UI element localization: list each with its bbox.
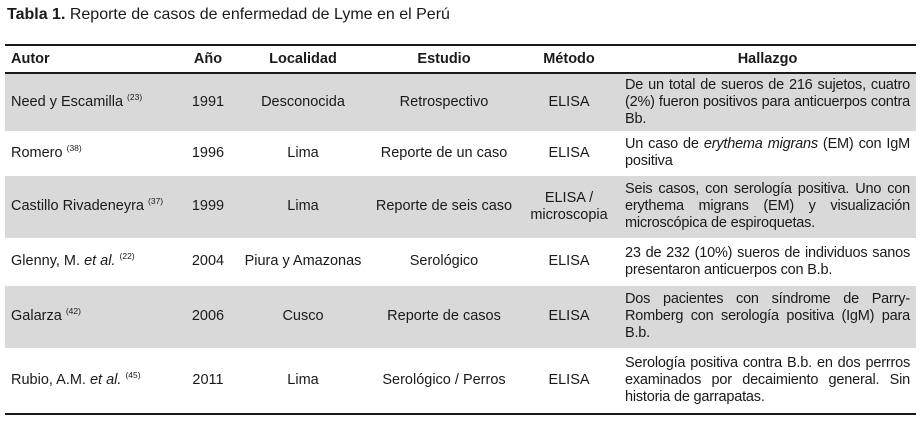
caption-text: Reporte de casos de enfermedad de Lyme en el Perú bbox=[65, 6, 450, 23]
table-row bbox=[5, 285, 916, 348]
autor-name: Glenny, M. bbox=[11, 253, 85, 269]
autor-name: Rubio, A.M. bbox=[11, 372, 90, 389]
cell-autor bbox=[5, 348, 179, 414]
autor-name: Need y Escamilla bbox=[11, 93, 124, 110]
autor-italic: et al. bbox=[84, 253, 116, 269]
hallazgo-text: Un caso de bbox=[625, 136, 704, 152]
cell-localidad: Desconocida bbox=[261, 93, 345, 110]
cell-hallazgo bbox=[619, 73, 916, 131]
cell-localidad: Lima bbox=[287, 144, 319, 161]
cell-metodo: ELISA bbox=[548, 308, 590, 324]
hallazgo-text-end: (EM) con IgM positiva bbox=[625, 136, 910, 169]
header-hallazgo: Hallazgo bbox=[737, 51, 798, 67]
cell-anio: 2004 bbox=[191, 253, 225, 269]
table-row bbox=[5, 238, 916, 285]
cell-localidad: Lima bbox=[287, 198, 319, 214]
cell-estudio: Retrospectivo bbox=[399, 93, 489, 110]
cell-autor bbox=[5, 238, 179, 285]
table-row bbox=[5, 348, 916, 414]
hallazgo-text: 23 de 232 (10%) sueros de individuos sanos presentaron anticuerpos con B.b. bbox=[625, 244, 910, 278]
cell-anio: 1991 bbox=[191, 93, 225, 110]
header-localidad: Localidad bbox=[269, 51, 337, 67]
cell-autor bbox=[5, 131, 179, 175]
cell-metodo: ELISA bbox=[548, 253, 590, 269]
hallazgo-text: De un total de sueros de 216 sujetos, cuatro (2%) fueron positivos para anticuerpos contra Bb. bbox=[625, 76, 910, 127]
header-row bbox=[5, 45, 916, 73]
hallazgo-italic: erythema migrans bbox=[703, 136, 818, 152]
cell-localidad: Lima bbox=[287, 372, 319, 389]
cell-anio: 2011 bbox=[192, 372, 224, 389]
reference-number: (38) bbox=[66, 142, 82, 153]
cell-metodo: ELISA bbox=[548, 372, 590, 389]
cell-localidad: Cusco bbox=[282, 308, 324, 324]
autor-name: Castillo Rivadeneyra bbox=[11, 198, 144, 214]
lyme-cases-table bbox=[5, 44, 916, 415]
table-row bbox=[5, 73, 916, 131]
cell-hallazgo bbox=[619, 348, 916, 414]
cell-autor bbox=[5, 175, 179, 238]
reference-number: (22) bbox=[119, 251, 135, 261]
cell-metodo: ELISA bbox=[548, 93, 590, 110]
cell-estudio: Reporte de seis caso bbox=[375, 198, 513, 214]
cell-autor bbox=[5, 73, 179, 131]
caption-label: Tabla 1. bbox=[7, 6, 66, 23]
reference-number: (42) bbox=[65, 306, 81, 316]
table-row bbox=[5, 175, 916, 238]
cell-estudio: Reporte de casos bbox=[387, 308, 501, 324]
cell-estudio: Serológico / Perros bbox=[382, 372, 506, 389]
hallazgo-text: Serología positiva contra B.b. en dos perrros examinados por decaimiento general. Sin historia de garrapatas. bbox=[625, 355, 910, 406]
cell-hallazgo bbox=[619, 131, 916, 175]
cell-anio: 1996 bbox=[191, 144, 225, 161]
cell-hallazgo bbox=[619, 238, 916, 285]
cell-estudio: Serológico bbox=[409, 253, 479, 269]
reference-number: (45) bbox=[125, 370, 141, 381]
cell-autor bbox=[5, 285, 179, 348]
cell-anio: 1999 bbox=[191, 198, 225, 214]
cell-estudio: Reporte de un caso bbox=[380, 144, 508, 161]
cell-metodo: ELISA / microscopia bbox=[530, 189, 608, 223]
autor-italic: et al. bbox=[89, 372, 122, 389]
cell-hallazgo bbox=[619, 175, 916, 238]
cell-metodo: ELISA bbox=[548, 144, 590, 161]
cell-anio: 2006 bbox=[191, 308, 225, 324]
table-row bbox=[5, 131, 916, 175]
header-autor: Autor bbox=[11, 51, 50, 67]
header-metodo: Método bbox=[543, 51, 595, 67]
hallazgo-text: Dos pacientes con síndrome de Parry-Romberg con serología positiva (IgM) para B.b. bbox=[625, 291, 910, 341]
cell-localidad: Piura y Amazonas bbox=[244, 253, 362, 269]
cell-hallazgo bbox=[619, 285, 916, 348]
header-estudio: Estudio bbox=[417, 51, 471, 67]
table-body bbox=[5, 73, 916, 414]
autor-name: Romero bbox=[11, 144, 63, 161]
table-header bbox=[5, 45, 916, 73]
table-caption bbox=[7, 5, 450, 25]
hallazgo-text: Seis casos, con serología positiva. Uno con erythema migrans (EM) y visualización microscópica de espiroquetas. bbox=[625, 181, 910, 231]
reference-number: (37) bbox=[148, 196, 164, 206]
reference-number: (23) bbox=[127, 91, 143, 102]
header-anio: Año bbox=[193, 51, 223, 67]
autor-name: Galarza bbox=[11, 308, 62, 324]
